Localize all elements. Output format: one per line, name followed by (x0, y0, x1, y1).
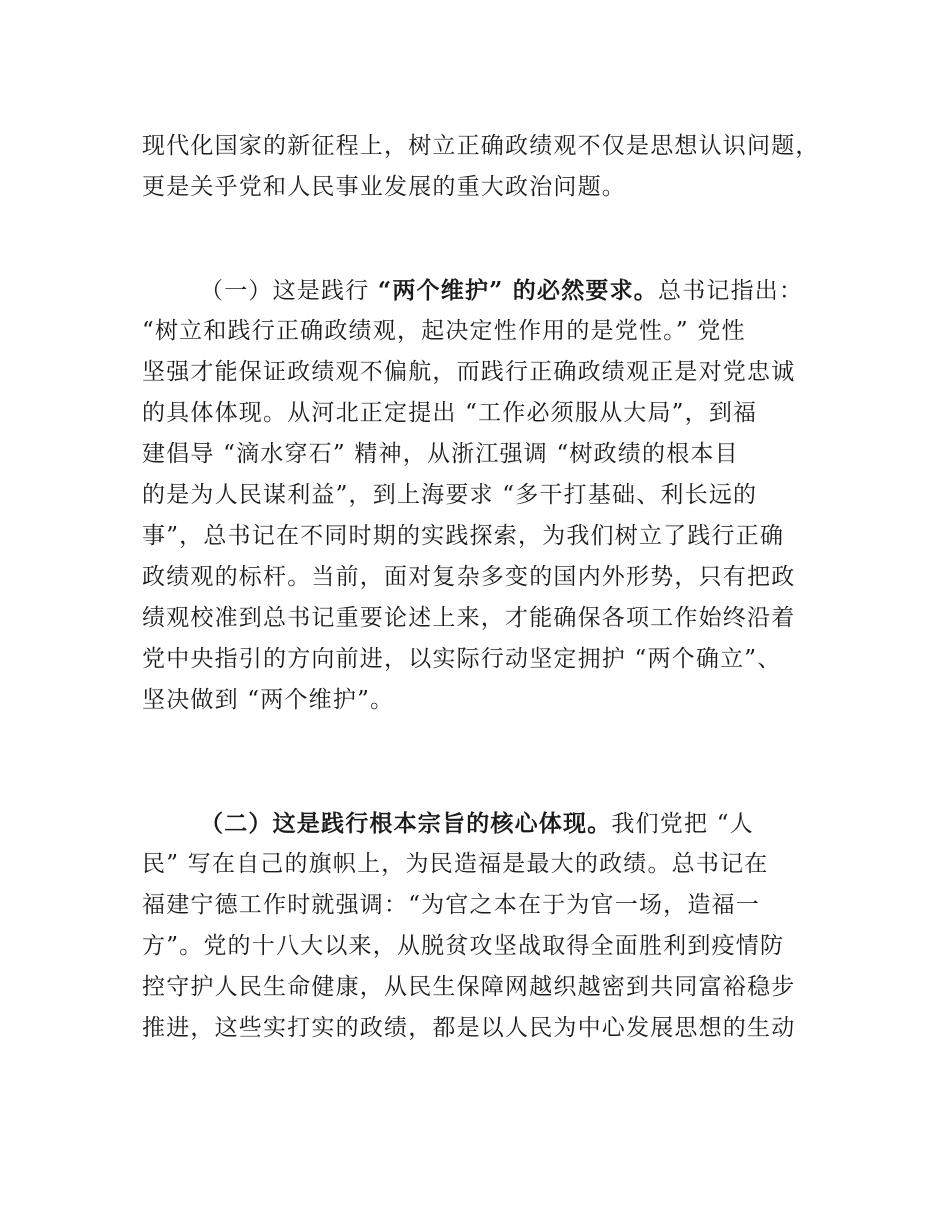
section-two-heading: （二）这是践行根本宗旨的核心体现。 (200, 810, 612, 837)
paragraph-section-one (142, 270, 822, 721)
text-line: 方”。党的十八大以来，从脱贫攻坚战取得全面胜利到疫情防 (142, 933, 785, 959)
text-line: 的是为人民谋利益”，到上海要求 “多干打基础、利长远的 (142, 482, 758, 508)
section-one-lead-text: 总书记指出： (658, 278, 804, 304)
text-line: 绩观校准到总书记重要论述上来，才能确保各项工作始终沿着 (142, 605, 796, 631)
section-two-lead-text: 我们党把 “人 (611, 811, 754, 837)
text-line: 坚强才能保证政绩观不偏航，而践行正确政绩观正是对党忠诚 (142, 359, 796, 385)
text-line: 福建宁德工作时就强调：“为官之本在于为官一场，造福一 (142, 892, 760, 918)
text-line: 民” 写在自己的旗帜上，为民造福是最大的政绩。总书记在 (142, 851, 769, 877)
text-line: 建倡导 “滴水穿石” 精神，从浙江强调 “树政绩的根本目 (142, 441, 739, 467)
text-line: 推进，这些实打实的政绩，都是以人民为中心发展思想的生动 (142, 1015, 796, 1041)
section-one-lead-line (142, 270, 822, 311)
text-line: 更是关乎党和人民事业发展的重大政治问题。 (142, 174, 626, 200)
text-line: 的具体体现。从河北正定提出 “工作必须服从大局”，到福 (142, 400, 758, 426)
text-line: 控守护人民生命健康，从民生保障网越织越密到共同富裕稳步 (142, 974, 796, 1000)
section-two-lead-line (142, 803, 822, 844)
text-line: 政绩观的标杆。当前，面对复杂多变的国内外形势，只有把政 (142, 564, 796, 590)
section-one-heading: “两个维护” 的必然要求。 (377, 277, 658, 304)
text-line: 坚决做到 “两个维护”。 (142, 687, 395, 713)
paragraph-intro-continuation (142, 126, 822, 208)
text-line: “树立和践行正确政绩观，起决定性作用的是党性。” 党性 (142, 318, 746, 344)
text-line: 党中央指引的方向前进，以实际行动坚定拥护 “两个确立”、 (142, 646, 782, 672)
text-line: 现代化国家的新征程上，树立正确政绩观不仅是思想认识问题， (142, 133, 820, 159)
section-one-number: （一）这是践行 (200, 278, 370, 304)
paragraph-section-two (142, 803, 822, 1049)
text-line: 事”，总书记在不同时期的实践探索，为我们树立了践行正确 (142, 523, 785, 549)
